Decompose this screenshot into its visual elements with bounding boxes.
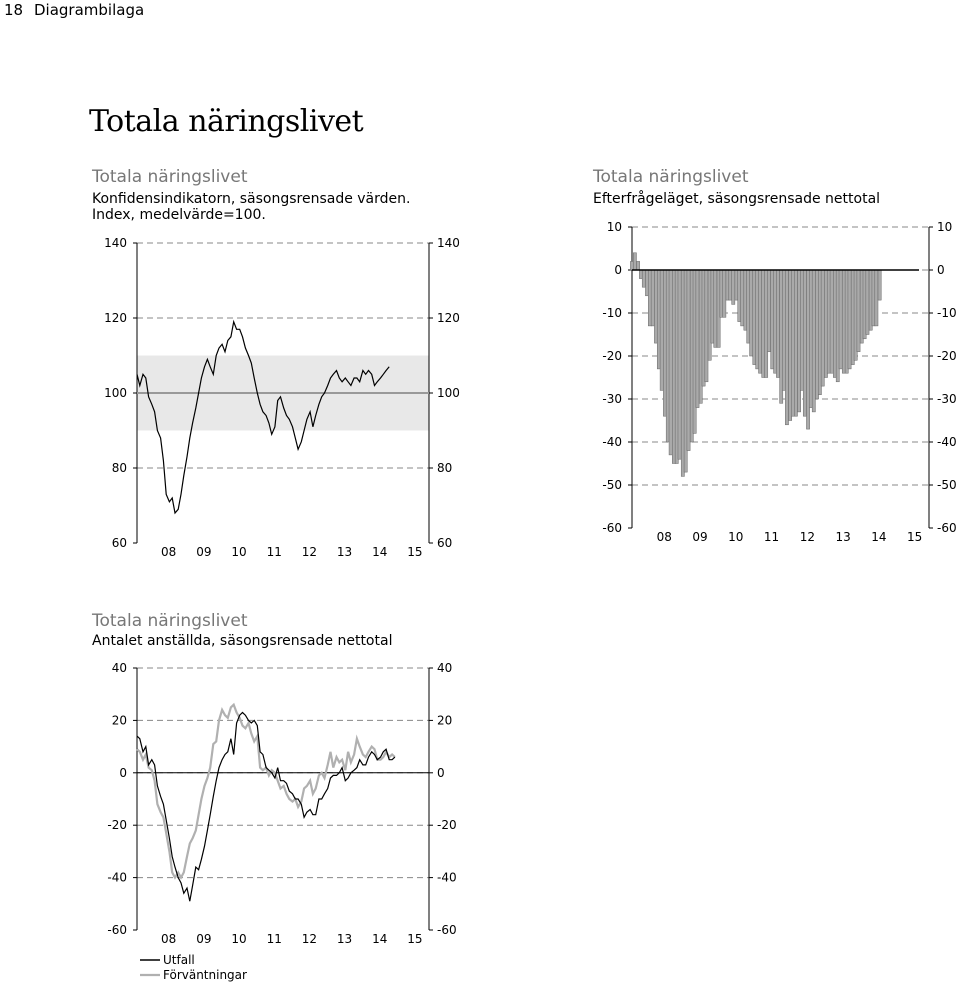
y-tick-label-right: 40 <box>437 661 453 675</box>
bar <box>636 261 639 270</box>
bar <box>660 270 663 390</box>
bar <box>678 270 681 459</box>
x-tick-label: 15 <box>407 932 423 946</box>
y-tick-label-right: -40 <box>437 870 457 885</box>
bar <box>651 270 654 326</box>
chart1-title: Totala näringslivet <box>92 167 248 187</box>
bar <box>875 270 878 326</box>
x-tick-label: 09 <box>196 932 212 946</box>
y-tick-label-left: -30 <box>602 392 622 406</box>
x-tick-label: 10 <box>231 545 247 559</box>
bar <box>750 270 753 356</box>
x-tick-label: 15 <box>407 545 423 559</box>
y-tick-label-left: -60 <box>107 923 127 937</box>
y-tick-label-right: 120 <box>437 311 460 325</box>
bar <box>878 270 881 300</box>
bar <box>866 270 869 335</box>
bar <box>767 270 770 352</box>
bar <box>669 270 672 455</box>
bar <box>794 270 797 416</box>
y-tick-label-left: -40 <box>602 435 622 449</box>
y-tick-label-left: -20 <box>107 818 127 833</box>
bar <box>696 270 699 408</box>
x-tick-label: 11 <box>266 545 282 559</box>
bar <box>723 270 726 317</box>
chart2-group <box>602 220 956 544</box>
x-tick-label: 13 <box>336 932 353 946</box>
y-tick-label-right: -20 <box>437 818 457 833</box>
y-tick-label-right: 0 <box>437 765 445 780</box>
y-tick-label-left: 10 <box>606 220 622 234</box>
y-tick-label-left: 40 <box>111 661 127 675</box>
x-tick-label: 14 <box>372 545 388 559</box>
bar <box>714 270 717 347</box>
y-tick-label-right: 20 <box>437 713 453 728</box>
y-tick-label-left: -40 <box>107 870 127 885</box>
bar <box>732 270 735 304</box>
y-tick-label-right: 60 <box>437 536 453 550</box>
x-tick-label: 10 <box>728 530 744 544</box>
chart3-subtitle-1: Antalet anställda, säsongsrensade nettotal <box>92 633 393 649</box>
series-line <box>137 705 395 878</box>
y-tick-label-right: 140 <box>437 236 460 250</box>
y-tick-label-right: -30 <box>937 392 957 406</box>
bar <box>821 270 824 386</box>
y-tick-label-left: 0 <box>119 765 127 780</box>
x-tick-label: 14 <box>372 932 388 946</box>
chart1-group <box>104 236 460 559</box>
bar <box>848 270 851 369</box>
bar <box>812 270 815 412</box>
x-tick-label: 11 <box>763 530 780 544</box>
bar <box>803 270 806 416</box>
y-tick-label-right: 10 <box>937 220 953 234</box>
bar <box>759 270 762 373</box>
page-number: 18 <box>4 1 24 19</box>
legend-label: Förväntningar <box>163 968 247 982</box>
y-tick-label-right: -60 <box>437 923 457 937</box>
bar <box>857 270 860 352</box>
x-tick-label: 09 <box>692 530 708 544</box>
chart1-subtitle-1: Konfidensindikatorn, säsongsrensade värden. <box>92 191 411 207</box>
y-tick-label-left: 0 <box>614 263 622 277</box>
y-tick-label-right: -50 <box>937 478 957 492</box>
y-tick-label-left: 140 <box>104 236 127 250</box>
bar <box>741 270 744 326</box>
y-tick-label-right: -60 <box>937 521 957 535</box>
y-tick-label-right: 0 <box>937 263 945 277</box>
chart3-group <box>107 661 456 982</box>
legend-label: Utfall <box>163 953 195 967</box>
section-title: Totala näringslivet <box>89 104 364 139</box>
y-tick-label-left: -10 <box>602 306 622 320</box>
y-tick-label-left: 120 <box>104 311 127 325</box>
x-tick-label: 08 <box>161 545 177 559</box>
x-tick-label: 12 <box>799 530 815 544</box>
x-tick-label: 13 <box>336 545 353 559</box>
x-tick-label: 13 <box>835 530 851 544</box>
chart3-title: Totala näringslivet <box>92 611 248 631</box>
x-tick-label: 10 <box>231 932 247 946</box>
y-tick-label-right: -10 <box>937 306 957 320</box>
chart2-subtitle-1: Efterfrågeläget, säsongsrensade nettotal <box>593 191 881 207</box>
x-tick-label: 12 <box>301 932 318 946</box>
y-tick-label-left: 60 <box>111 536 127 550</box>
x-tick-label: 11 <box>266 932 282 946</box>
bar <box>830 270 833 373</box>
header-name: Diagrambilaga <box>34 1 145 19</box>
y-tick-label-right: -20 <box>937 349 957 363</box>
bar <box>785 270 788 425</box>
chart1-subtitle-2: Index, medelvärde=100. <box>92 207 266 223</box>
x-tick-label: 08 <box>656 530 672 544</box>
x-tick-label: 12 <box>301 545 318 559</box>
bar <box>776 270 779 378</box>
y-tick-label-left: 100 <box>104 386 127 400</box>
x-tick-label: 14 <box>871 530 887 544</box>
x-tick-label: 09 <box>196 545 212 559</box>
y-tick-label-right: -40 <box>937 435 957 449</box>
chart2-title: Totala näringslivet <box>593 167 749 187</box>
y-tick-label-right: 80 <box>437 461 453 475</box>
y-tick-label-left: 20 <box>111 713 127 728</box>
x-tick-label: 08 <box>161 932 177 946</box>
y-tick-label-right: 100 <box>437 386 460 400</box>
bar <box>642 270 645 287</box>
bar <box>839 270 842 369</box>
bar <box>705 270 708 382</box>
y-tick-label-left: -60 <box>602 521 622 535</box>
bar <box>687 270 690 451</box>
y-tick-label-left: -50 <box>602 478 622 492</box>
x-tick-label: 15 <box>907 530 923 544</box>
y-tick-label-left: 80 <box>111 461 127 475</box>
bar <box>633 253 636 270</box>
y-tick-label-left: -20 <box>602 349 622 363</box>
